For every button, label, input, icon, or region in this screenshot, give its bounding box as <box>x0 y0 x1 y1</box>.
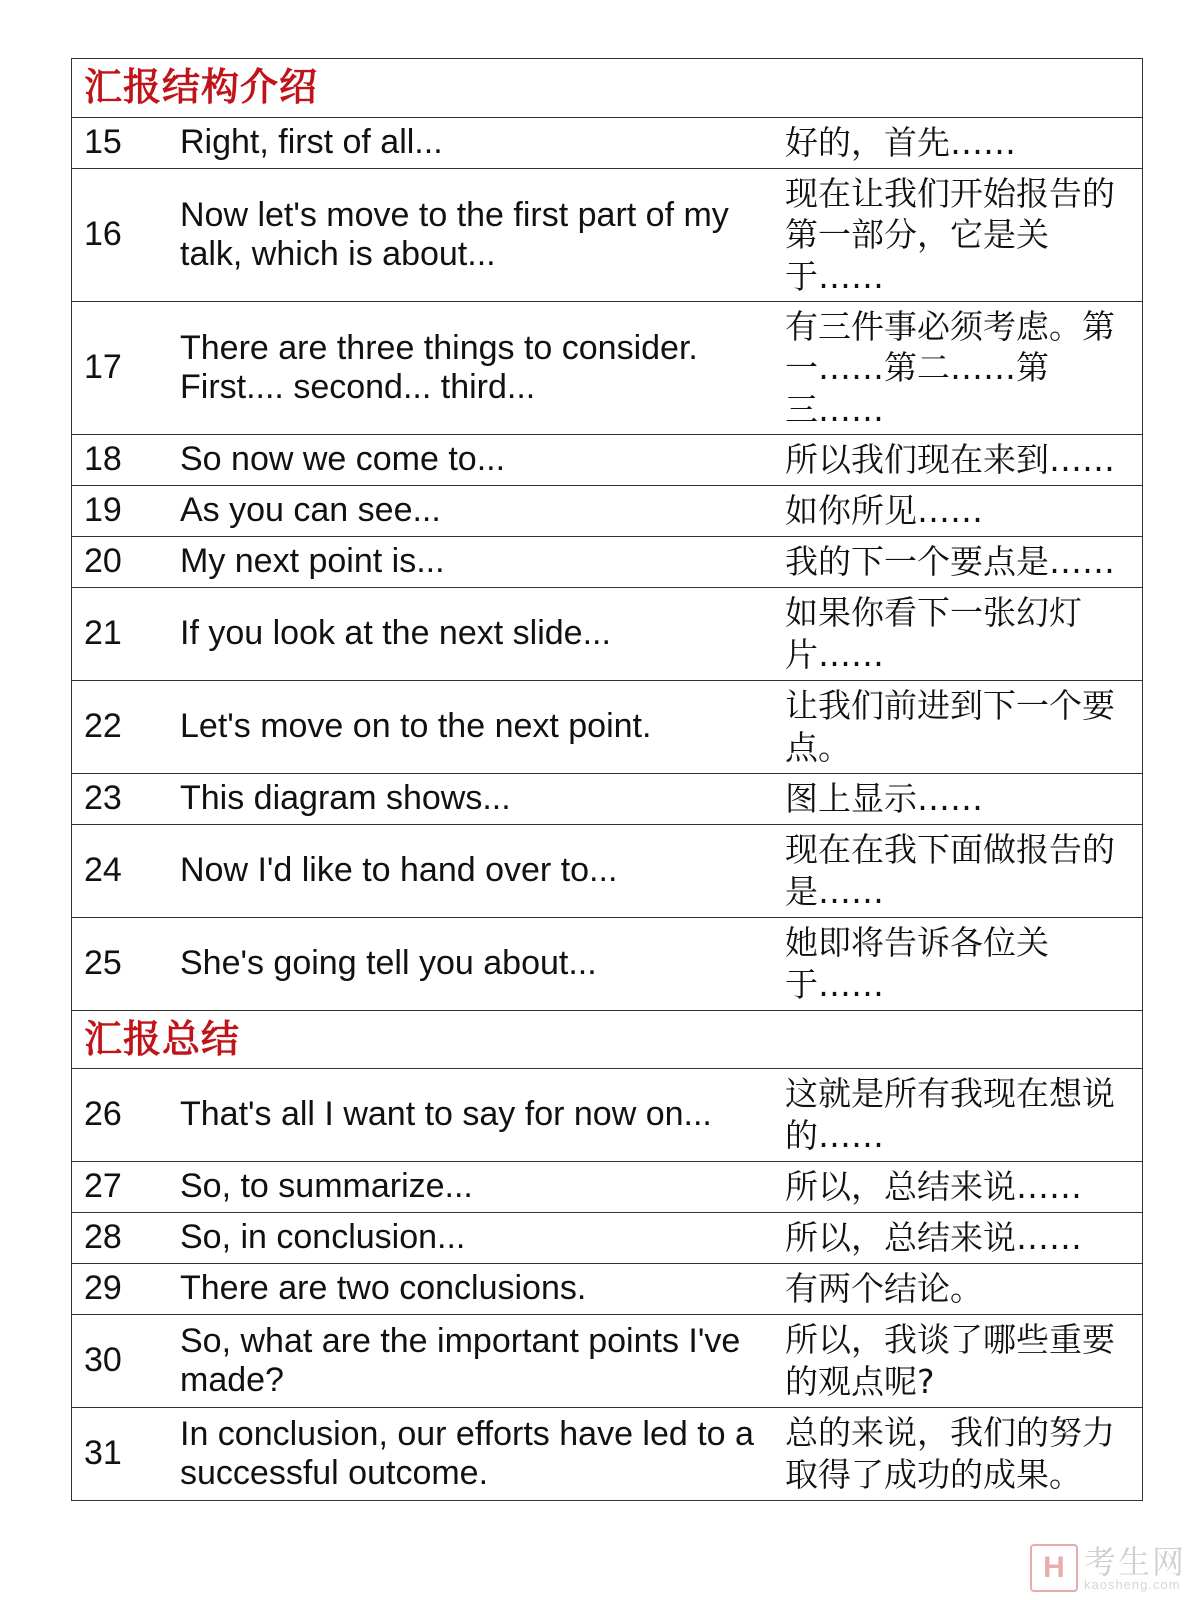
row-number: 26 <box>84 1095 122 1134</box>
watermark <box>1030 1544 1186 1592</box>
row-number: 31 <box>84 1434 122 1473</box>
chinese-translation: 这就是所有我现在想说的…… <box>785 1074 1115 1155</box>
row-number: 24 <box>84 851 122 890</box>
table-row <box>72 117 1142 168</box>
table-row <box>72 1263 1142 1314</box>
phrase-table <box>71 58 1143 1501</box>
english-phrase: As you can see... <box>180 491 441 530</box>
table-row <box>72 536 1142 587</box>
chinese-translation: 她即将告诉各位关于…… <box>785 923 1049 1004</box>
table-row <box>72 168 1142 301</box>
row-number: 15 <box>84 123 122 162</box>
section-title: 汇报结构介绍 <box>84 67 319 109</box>
chinese-translation: 有三件事必须考虑。第一……第二……第三…… <box>785 306 1115 429</box>
chinese-translation: 如你所见…… <box>785 491 983 531</box>
table-row <box>72 1161 1142 1212</box>
row-number: 16 <box>84 215 122 254</box>
english-phrase: This diagram shows... <box>180 779 511 818</box>
table-row <box>72 1068 1142 1161</box>
table-row <box>72 1407 1142 1500</box>
english-phrase: So, to summarize... <box>180 1167 473 1206</box>
table-row <box>72 824 1142 917</box>
english-phrase: So, in conclusion... <box>180 1218 466 1257</box>
chinese-translation: 图上显示…… <box>785 779 983 819</box>
table-row <box>72 1212 1142 1263</box>
table-row <box>72 485 1142 536</box>
english-phrase: That's all I want to say for now on... <box>180 1095 712 1134</box>
watermark-url: kaosheng.com <box>1083 1576 1181 1592</box>
chinese-translation: 现在在我下面做报告的是…… <box>785 830 1115 911</box>
chinese-translation: 所以我们现在来到…… <box>785 440 1115 480</box>
english-phrase: Now I'd like to hand over to... <box>180 851 618 890</box>
english-phrase: In conclusion, our efforts have led to a successful outcome. <box>180 1414 754 1492</box>
row-number: 28 <box>84 1218 122 1257</box>
table-row <box>72 1314 1142 1407</box>
english-phrase: So, what are the important points I've made? <box>180 1321 741 1399</box>
row-number: 27 <box>84 1167 122 1206</box>
chinese-translation: 好的，首先…… <box>785 123 1016 163</box>
table-row <box>72 773 1142 824</box>
english-phrase: So now we come to... <box>180 440 506 479</box>
row-number: 17 <box>84 348 122 387</box>
row-number: 23 <box>84 779 122 818</box>
english-phrase: If you look at the next slide... <box>180 614 611 653</box>
english-phrase: My next point is... <box>180 542 445 581</box>
english-phrase: There are two conclusions. <box>180 1269 587 1308</box>
chinese-translation: 我的下一个要点是…… <box>785 542 1115 582</box>
chinese-translation: 让我们前进到下一个要点。 <box>785 686 1115 767</box>
row-number: 22 <box>84 707 122 746</box>
row-number: 25 <box>84 944 122 983</box>
english-phrase: Let's move on to the next point. <box>180 707 652 746</box>
chinese-translation: 所以，总结来说…… <box>785 1167 1082 1207</box>
chinese-translation: 有两个结论。 <box>785 1269 983 1309</box>
english-phrase: There are three things to consider. First.... second... third... <box>180 328 698 406</box>
english-phrase: Right, first of all... <box>180 123 443 162</box>
table-row <box>72 301 1142 434</box>
row-number: 19 <box>84 491 122 530</box>
section-title: 汇报总结 <box>84 1018 241 1061</box>
section-header-summary <box>72 1010 1142 1068</box>
chinese-translation: 所以，我谈了哪些重要的观点呢? <box>785 1320 1115 1401</box>
english-phrase: Now let's move to the first part of my talk, which is about... <box>180 195 729 273</box>
row-number: 30 <box>84 1341 122 1380</box>
row-number: 18 <box>84 440 122 479</box>
table-row <box>72 917 1142 1010</box>
row-number: 21 <box>84 614 122 653</box>
table-row <box>72 587 1142 680</box>
section-header-structure <box>72 59 1142 117</box>
row-number: 20 <box>84 542 122 581</box>
chinese-translation: 所以，总结来说…… <box>785 1218 1082 1258</box>
row-number: 29 <box>84 1269 122 1308</box>
chinese-translation: 现在让我们开始报告的第一部分，它是关于…… <box>785 173 1115 296</box>
table-row <box>72 680 1142 773</box>
watermark-logo-icon: H <box>1030 1544 1078 1592</box>
english-phrase: She's going tell you about... <box>180 944 597 983</box>
table-row <box>72 434 1142 485</box>
watermark-brand: 考生网 <box>1083 1543 1186 1580</box>
chinese-translation: 总的来说，我们的努力取得了成功的成果。 <box>785 1413 1115 1494</box>
chinese-translation: 如果你看下一张幻灯片…… <box>785 593 1082 674</box>
